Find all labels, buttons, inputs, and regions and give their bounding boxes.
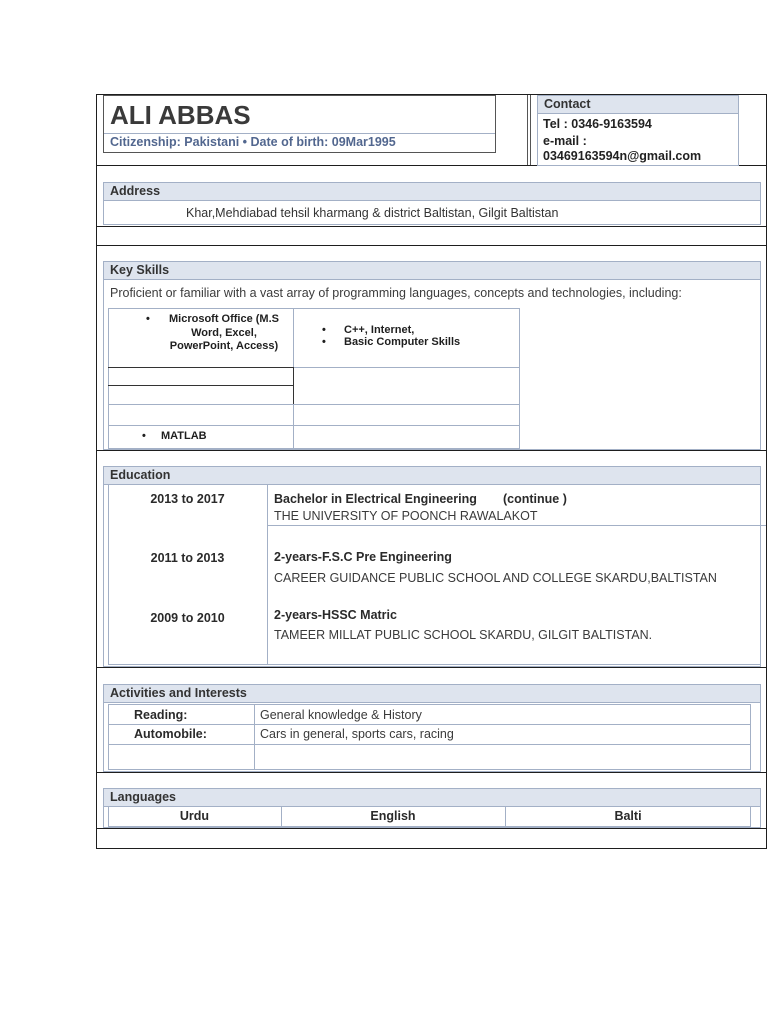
contact-tel: Tel : 0346-9163594 [543, 117, 652, 131]
skills-row-divider [108, 404, 520, 405]
activities-heading: Activities and Interests [103, 684, 761, 703]
education-heading: Education [103, 466, 761, 485]
activity-label: Automobile: [134, 727, 207, 741]
address-text: Khar,Mehdiabad tehsil kharmang & district Baltistan, Gilgit Baltistan [186, 206, 559, 220]
education-institution: CAREER GUIDANCE PUBLIC SCHOOL AND COLLEGE SKARDU,BALTISTAN [274, 571, 717, 585]
header-divider [527, 95, 528, 165]
activities-row-divider [108, 744, 751, 745]
bullet-icon: • [142, 430, 146, 442]
row-divider [96, 450, 767, 451]
education-years: 2009 to 2010 [150, 611, 225, 625]
skills-row-divider [108, 385, 294, 386]
language-item: Balti [614, 809, 642, 823]
row-divider [96, 772, 767, 773]
row-divider [96, 226, 767, 227]
education-column-divider [267, 485, 268, 665]
row-divider [96, 828, 767, 829]
education-row-divider [268, 525, 766, 526]
skill-basic-computer: Basic Computer Skills [344, 336, 461, 348]
education-degree: 2-years-F.S.C Pre Engineering [274, 550, 452, 564]
education-institution: TAMEER MILLAT PUBLIC SCHOOL SKARDU, GILGIT BALTISTAN. [274, 628, 653, 642]
address-heading: Address [103, 182, 761, 201]
header-divider [530, 95, 531, 165]
bullet-icon: • [322, 324, 326, 336]
skill-ms-office-line: Word, Excel, [191, 326, 257, 339]
key-skills-heading: Key Skills [103, 261, 761, 280]
skills-row-divider [108, 367, 294, 368]
language-item: English [370, 809, 416, 823]
activities-column-divider [254, 704, 255, 770]
skill-cpp-internet: C++, Internet, [344, 324, 415, 336]
education-degree: Bachelor in Electrical Engineering [274, 492, 477, 506]
skill-ms-office [166, 313, 282, 354]
citizenship-dob-line: Citizenship: Pakistani • Date of birth: 09Mar1995 [110, 135, 396, 149]
activity-value: General knowledge & History [260, 708, 422, 722]
skill-matlab: MATLAB [161, 430, 207, 442]
education-degree: 2-years-HSSC Matric [274, 608, 397, 622]
key-skills-intro: Proficient or familiar with a vast array of programming languages, concepts and technologies, including: [110, 286, 682, 300]
education-status-note: (continue ) [503, 492, 567, 506]
education-years: 2013 to 2017 [150, 492, 225, 506]
contact-email: 03469163594n@gmail.com [543, 149, 702, 163]
languages-heading: Languages [103, 788, 761, 807]
candidate-name: ALI ABBAS [110, 100, 251, 130]
contact-email-label: e-mail : [543, 134, 587, 148]
activity-label: Reading: [134, 708, 188, 722]
skill-ms-office-line: PowerPoint, Access) [169, 340, 279, 352]
activity-value: Cars in general, sports cars, racing [260, 727, 454, 741]
activities-row-divider [108, 724, 751, 725]
skill-ms-office-line: Microsoft Office (M.S [168, 313, 279, 325]
skills-row-divider [108, 425, 520, 426]
row-divider [96, 667, 767, 668]
bullet-icon: • [322, 336, 326, 348]
education-institution: THE UNIVERSITY OF POONCH RAWALAKOT [274, 509, 538, 523]
row-divider [96, 245, 767, 246]
bullet-icon: • [146, 313, 150, 325]
language-item: Urdu [179, 809, 210, 823]
education-years: 2011 to 2013 [150, 551, 225, 565]
contact-heading: Contact [537, 95, 739, 114]
skills-row-divider [294, 367, 520, 368]
name-divider [104, 133, 495, 134]
